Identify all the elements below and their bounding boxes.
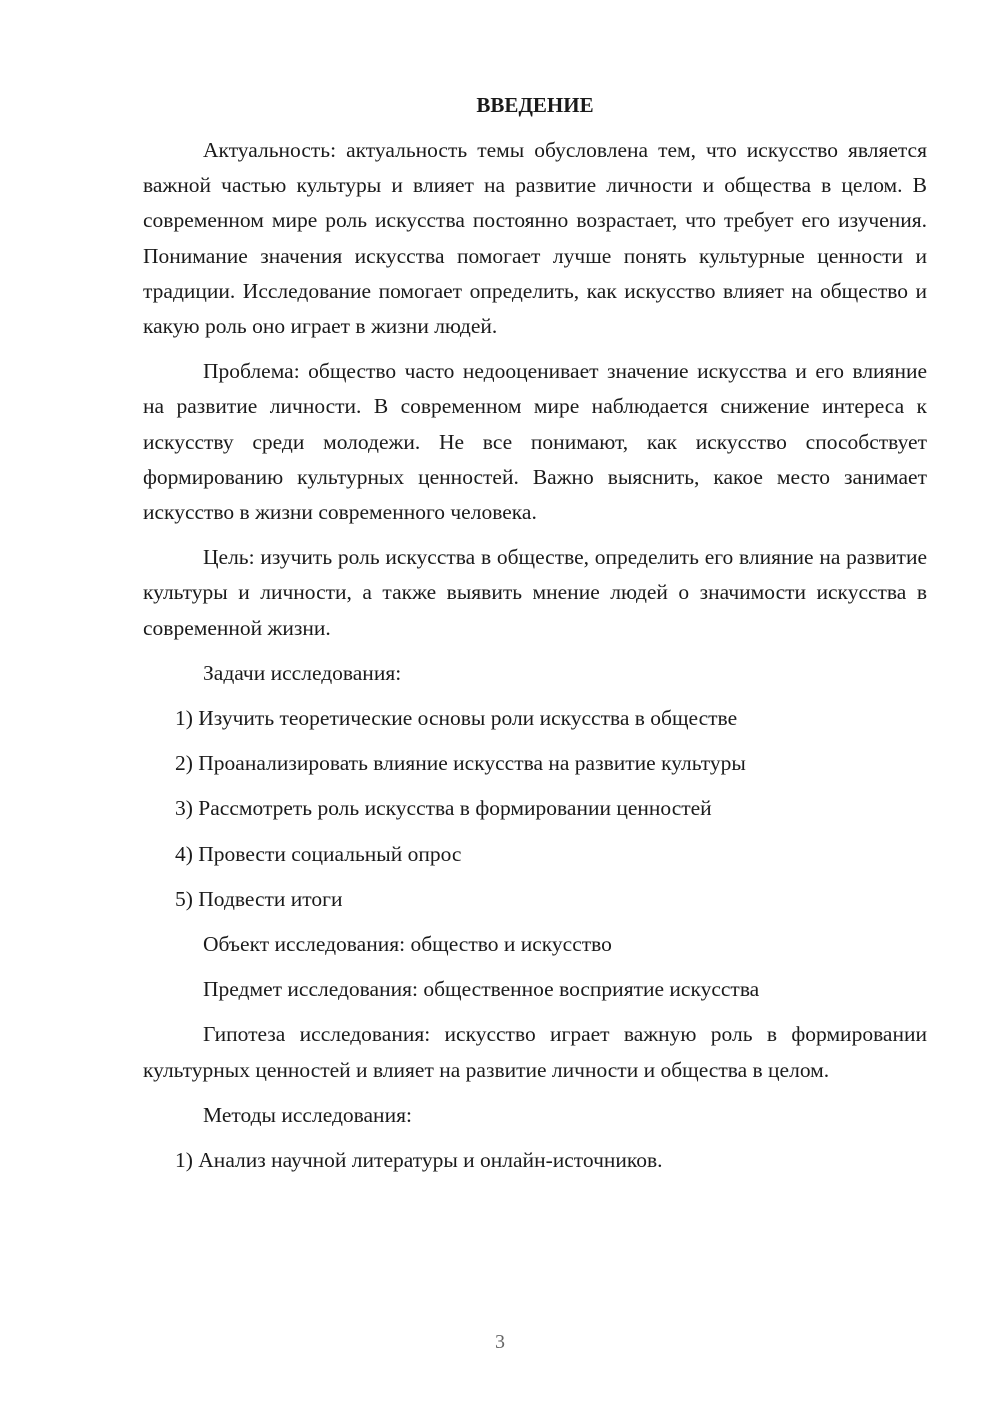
relevance-paragraph: Актуальность: актуальность темы обусловлена тем, что искусство является важной частью культуры и влияет на развитие личности и общества в целом. В современном мире роль искусства постоянно возрастает, что требует его изучения. Понимание значения искусства помогает лучше понять культурные ценности и традиции. Исследование помогает определить, как искусство влияет на общество и какую роль оно играет в жизни людей. <box>143 138 927 339</box>
list-item: 1) Анализ научной литературы и онлайн-источников. <box>175 1148 663 1173</box>
document-page <box>143 88 927 1188</box>
list-item: 1) Изучить теоретические основы роли искусства в обществе <box>175 706 738 731</box>
goal-paragraph: Цель: изучить роль искусства в обществе, определить его влияние на развитие культуры и личности, а также выявить мнение людей о значимости искусства в современной жизни. <box>143 545 927 640</box>
list-item: 2) Проанализировать влияние искусства на развитие культуры <box>175 751 746 776</box>
tasks-list <box>143 701 927 917</box>
section-heading: ВВЕДЕНИЕ <box>476 93 594 117</box>
tasks-heading: Задачи исследования: <box>203 660 402 685</box>
problem-paragraph: Проблема: общество часто недооценивает значение искусства и его влияние на развитие личности. В современном мире наблюдается снижение интереса к искусству среди молодежи. Не все понимают, как искусство способствует формированию культурных ценностей. Важно выяснить, какое место занимает искусство в жизни современного человека. <box>143 359 927 525</box>
page-number: 3 <box>495 1331 505 1353</box>
subject-line: Предмет исследования: общественное восприятие искусства <box>203 977 760 1002</box>
list-item: 4) Провести социальный опрос <box>175 841 462 866</box>
hypothesis-paragraph: Гипотеза исследования: искусство играет важную роль в формировании культурных ценностей и влияет на развитие личности и общества в целом. <box>143 1022 927 1082</box>
list-item: 5) Подвести итоги <box>175 886 343 911</box>
methods-list <box>143 1143 927 1178</box>
list-item: 3) Рассмотреть роль искусства в формировании ценностей <box>175 796 712 821</box>
object-line: Объект исследования: общество и искусство <box>203 932 612 957</box>
methods-heading: Методы исследования: <box>203 1102 412 1127</box>
